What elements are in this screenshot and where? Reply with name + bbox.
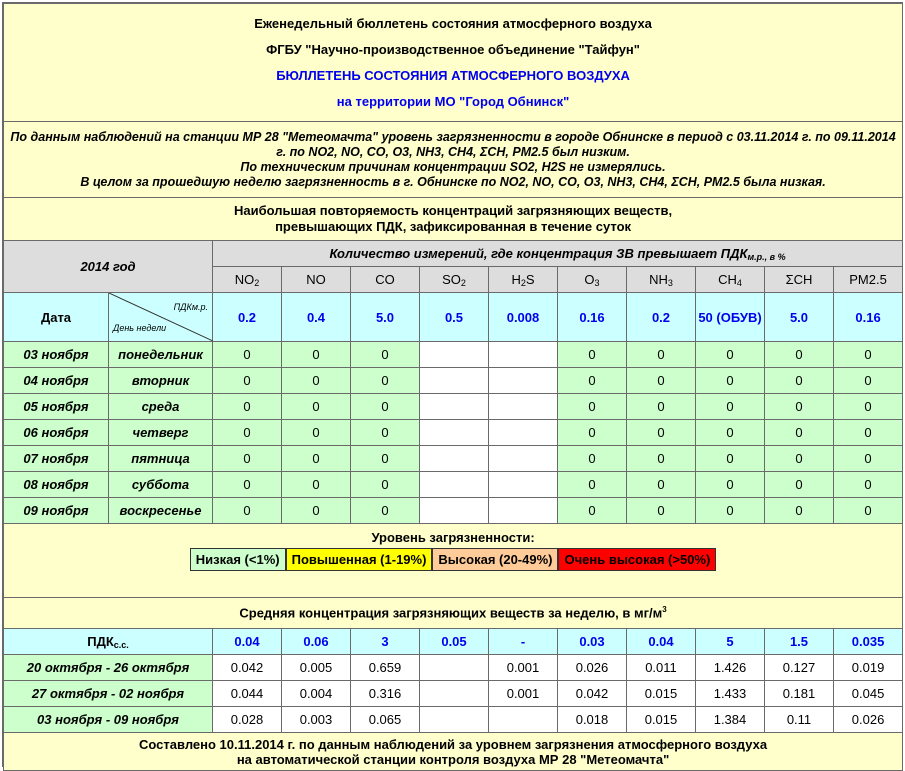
pdk-ss-value: 3 [351,629,420,655]
day-value: 0 [351,394,420,420]
pdk-ss-value: 0.06 [282,629,351,655]
pollutant-header [213,267,282,293]
avg-value: 0.11 [765,707,834,733]
pdk-mr-value: 5.0 [351,293,420,342]
day-name: четверг [109,420,213,446]
day-value: 0 [213,498,282,524]
pollutant-header [834,267,903,293]
day-value [420,420,489,446]
diag-bottom-label: День недели [113,323,167,333]
day-value: 0 [696,368,765,394]
day-value [489,498,558,524]
day-value: 0 [765,368,834,394]
avg-value: 0.316 [351,681,420,707]
pdk-mr-value: 0.16 [558,293,627,342]
avg-value: 0.127 [765,655,834,681]
day-row [4,394,903,420]
pollutant-header [696,267,765,293]
day-date: 07 ноября [4,446,109,472]
avg-value: 0.044 [213,681,282,707]
footer-row [4,733,903,771]
pdk-ss-value: 0.03 [558,629,627,655]
pdk-ss-label [4,629,213,655]
day-value: 0 [627,368,696,394]
diag-header [109,293,213,342]
day-date: 04 ноября [4,368,109,394]
pdk-mr-value: 0.2 [213,293,282,342]
day-value: 0 [282,368,351,394]
day-value: 0 [765,472,834,498]
header-line4: на территории МО "Город Обнинск" [336,93,570,109]
pollutant-header [765,267,834,293]
day-value: 0 [627,420,696,446]
day-value: 0 [696,420,765,446]
day-name: пятница [109,446,213,472]
pollutant-name: O [584,271,595,287]
avg-period: 03 ноября - 09 ноября [4,707,213,733]
legend-item: Низкая (<1%) [190,548,286,571]
day-value [420,394,489,420]
day-name: воскресенье [109,498,213,524]
avg-value: 0.001 [489,681,558,707]
pdk-ss-value: 1.5 [765,629,834,655]
summary-row [4,122,903,198]
pdk-mr-value: 0.5 [420,293,489,342]
day-row [4,368,903,394]
avg-value: 0.659 [351,655,420,681]
avg-value: 0.181 [765,681,834,707]
freq-title1: Наибольшая повторяемость концентраций загрязняющих веществ, [234,203,673,218]
day-row [4,472,903,498]
day-value: 0 [627,498,696,524]
pollutant-name: NO [234,271,255,287]
avg-value: 0.042 [213,655,282,681]
pollutant-header [627,267,696,293]
avg-value: 0.045 [834,681,903,707]
day-date: 05 ноября [4,394,109,420]
avg-row [4,655,903,681]
day-value: 0 [696,446,765,472]
day-value: 0 [282,446,351,472]
day-value: 0 [282,420,351,446]
avg-value: 0.015 [627,681,696,707]
day-value: 0 [834,446,903,472]
day-value: 0 [558,368,627,394]
day-value: 0 [627,394,696,420]
summary-p3: В целом за прошедшую неделю загрязненность в г. Обнинске по NO2, NO, CO, O3, NH3, CH4, ΣCH, PM2.5 была низкая. [80,174,826,189]
avg-value: 1.433 [696,681,765,707]
day-value: 0 [282,342,351,368]
pdk-mr-value: 0.008 [489,293,558,342]
avg-value [489,707,558,733]
day-value: 0 [558,342,627,368]
day-value: 0 [282,472,351,498]
pollutant-name: NO [306,272,326,287]
bulletin-page [2,2,903,767]
day-row [4,446,903,472]
pdk-ss-value: 0.05 [420,629,489,655]
day-value: 0 [834,472,903,498]
avg-title-sup: 3 [662,605,667,615]
avg-row [4,707,903,733]
summary-p1: По данным наблюдений на станции МР 28 "Метеомачта" уровень загрязненности в городе Обнинске в период с 03.11.2014 г. по 09.11.2014 г. по NO2, NO, CO, O3, NH3, CH4, ΣCH, PM2.5 был низким. [10,129,896,159]
avg-value: 1.426 [696,655,765,681]
pollutant-sub: 2 [520,277,526,288]
day-value: 0 [558,420,627,446]
footer-line1: Составлено 10.11.2014 г. по данным наблюдений за уровнем загрязнения атмосферного воздуха [139,736,768,752]
avg-value: 0.001 [489,655,558,681]
day-date: 03 ноября [4,342,109,368]
day-value: 0 [351,472,420,498]
day-date: 09 ноября [4,498,109,524]
avg-value [420,681,489,707]
pdk-ss-value: 0.035 [834,629,903,655]
diagonal-line [109,293,213,341]
pdk-ss-value: 0.04 [213,629,282,655]
day-name: вторник [109,368,213,394]
legend-item: Высокая (20-49%) [432,548,558,571]
avg-row [4,681,903,707]
day-value [420,342,489,368]
avg-value [420,655,489,681]
day-value [420,368,489,394]
day-row [4,498,903,524]
day-name: понедельник [109,342,213,368]
day-value [489,472,558,498]
day-value: 0 [834,394,903,420]
pollutant-name: SO [442,271,461,287]
day-value: 0 [834,420,903,446]
day-value: 0 [558,394,627,420]
day-value: 0 [213,446,282,472]
pdk-mr-value: 5.0 [765,293,834,342]
avg-value: 0.042 [558,681,627,707]
header-line1: Еженедельный бюллетень состояния атмосферного воздуха [254,15,652,31]
day-date: 08 ноября [4,472,109,498]
avg-value: 0.026 [558,655,627,681]
day-value: 0 [627,342,696,368]
freq-body [4,342,903,524]
avg-title-row [4,598,903,629]
day-name: суббота [109,472,213,498]
day-value [489,394,558,420]
day-value [489,420,558,446]
count-caption [213,241,903,267]
pollutant-name: H [511,271,521,287]
day-value [489,368,558,394]
pdk-mr-value: 0.4 [282,293,351,342]
avg-value: 0.003 [282,707,351,733]
count-caption-text: Количество измерений, где концентрация ЗВ превышает ПДК [329,245,748,261]
pollutant-tail: S [525,271,535,287]
day-value: 0 [351,498,420,524]
day-value: 0 [765,394,834,420]
pollutant-name: NH [649,271,668,287]
pdk-ss-value: - [489,629,558,655]
day-value: 0 [696,394,765,420]
day-value: 0 [696,342,765,368]
day-value: 0 [351,446,420,472]
levels-legend [190,548,717,571]
avg-value: 0.018 [558,707,627,733]
avg-value: 0.004 [282,681,351,707]
header-line3: БЮЛЛЕТЕНЬ СОСТОЯНИЯ АТМОСФЕРНОГО ВОЗДУХА [276,67,630,83]
day-value: 0 [834,498,903,524]
date-label: Дата [4,293,109,342]
pollutant-sub: 2 [254,277,260,288]
avg-value [420,707,489,733]
avg-value: 0.026 [834,707,903,733]
day-value: 0 [627,446,696,472]
pdk-mr-value: 0.16 [834,293,903,342]
summary-p2: По техническим причинам концентрации SO2, H2S не измерялись. [240,159,666,174]
diag-top-label: ПДКм.р. [173,302,208,312]
day-value: 0 [627,472,696,498]
pollutant-header [351,267,420,293]
day-value: 0 [282,394,351,420]
pdk-mr-value: 50 (ОБУВ) [696,293,765,342]
avg-value: 0.011 [627,655,696,681]
day-value: 0 [696,472,765,498]
day-value: 0 [213,420,282,446]
header-row [4,4,903,122]
day-value: 0 [834,342,903,368]
legend-row [4,524,903,598]
day-value: 0 [834,368,903,394]
avg-value: 1.384 [696,707,765,733]
avg-period: 27 октября - 02 ноября [4,681,213,707]
day-value [420,472,489,498]
day-value: 0 [351,420,420,446]
day-value: 0 [213,368,282,394]
pdk-mr-value: 0.2 [627,293,696,342]
avg-title: Средняя концентрация загрязняющих веществ за неделю, в мг/м [239,605,663,621]
day-date: 06 ноября [4,420,109,446]
count-caption-sub: м.р., в % [747,251,786,262]
day-value: 0 [351,368,420,394]
pdk-ss-value: 5 [696,629,765,655]
day-value: 0 [351,342,420,368]
day-name: среда [109,394,213,420]
legend-item: Очень высокая (>50%) [558,548,716,571]
pdk-ss-value: 0.04 [627,629,696,655]
avg-value: 0.005 [282,655,351,681]
day-value: 0 [765,342,834,368]
day-value: 0 [213,342,282,368]
pdk-ss-label-sub: с.с. [113,639,129,650]
pdk-ss-row [4,629,903,655]
day-row [4,420,903,446]
pollutant-name: PM2.5 [849,272,887,287]
pollutant-sub: 3 [594,277,600,288]
avg-value: 0.028 [213,707,282,733]
freq-title-row [4,198,903,241]
day-value: 0 [696,498,765,524]
pollutant-name: CH [718,271,737,287]
avg-value: 0.065 [351,707,420,733]
avg-body [4,655,903,733]
avg-value: 0.015 [627,707,696,733]
pollutant-header [489,267,558,293]
day-value [489,446,558,472]
day-value: 0 [765,498,834,524]
day-value: 0 [558,498,627,524]
pollutant-header [558,267,627,293]
levels-title: Уровень загрязненности: [371,530,535,545]
bulletin-table [3,3,903,771]
day-value [420,498,489,524]
day-value: 0 [558,472,627,498]
pdk-mr-row [4,293,903,342]
freq-header-row1 [4,241,903,267]
header-line2: ФГБУ "Научно-производственное объединение "Тайфун" [266,41,640,57]
footer-line2: на автоматической станции контроля воздуха МР 28 "Метеомачта" [236,751,670,767]
day-value: 0 [213,394,282,420]
freq-title2: превышающих ПДК, зафиксированная в течение суток [275,219,632,234]
pollutant-name: CO [375,272,395,287]
avg-value: 0.019 [834,655,903,681]
pollutant-sub: 2 [460,277,466,288]
pdk-ss-label-text: ПДК [87,633,114,649]
legend-item: Повышенная (1-19%) [286,548,433,571]
pollutant-sub: 3 [667,277,673,288]
day-value: 0 [765,446,834,472]
pollutant-name: ΣCH [785,272,813,287]
pollutant-sub: 4 [736,277,742,288]
day-value [489,342,558,368]
day-value: 0 [213,472,282,498]
pollutant-header [282,267,351,293]
pollutant-header [420,267,489,293]
day-value: 0 [282,498,351,524]
avg-period: 20 октября - 26 октября [4,655,213,681]
day-value: 0 [558,446,627,472]
day-value [420,446,489,472]
year-cell: 2014 год [4,241,213,293]
day-row [4,342,903,368]
day-value: 0 [765,420,834,446]
